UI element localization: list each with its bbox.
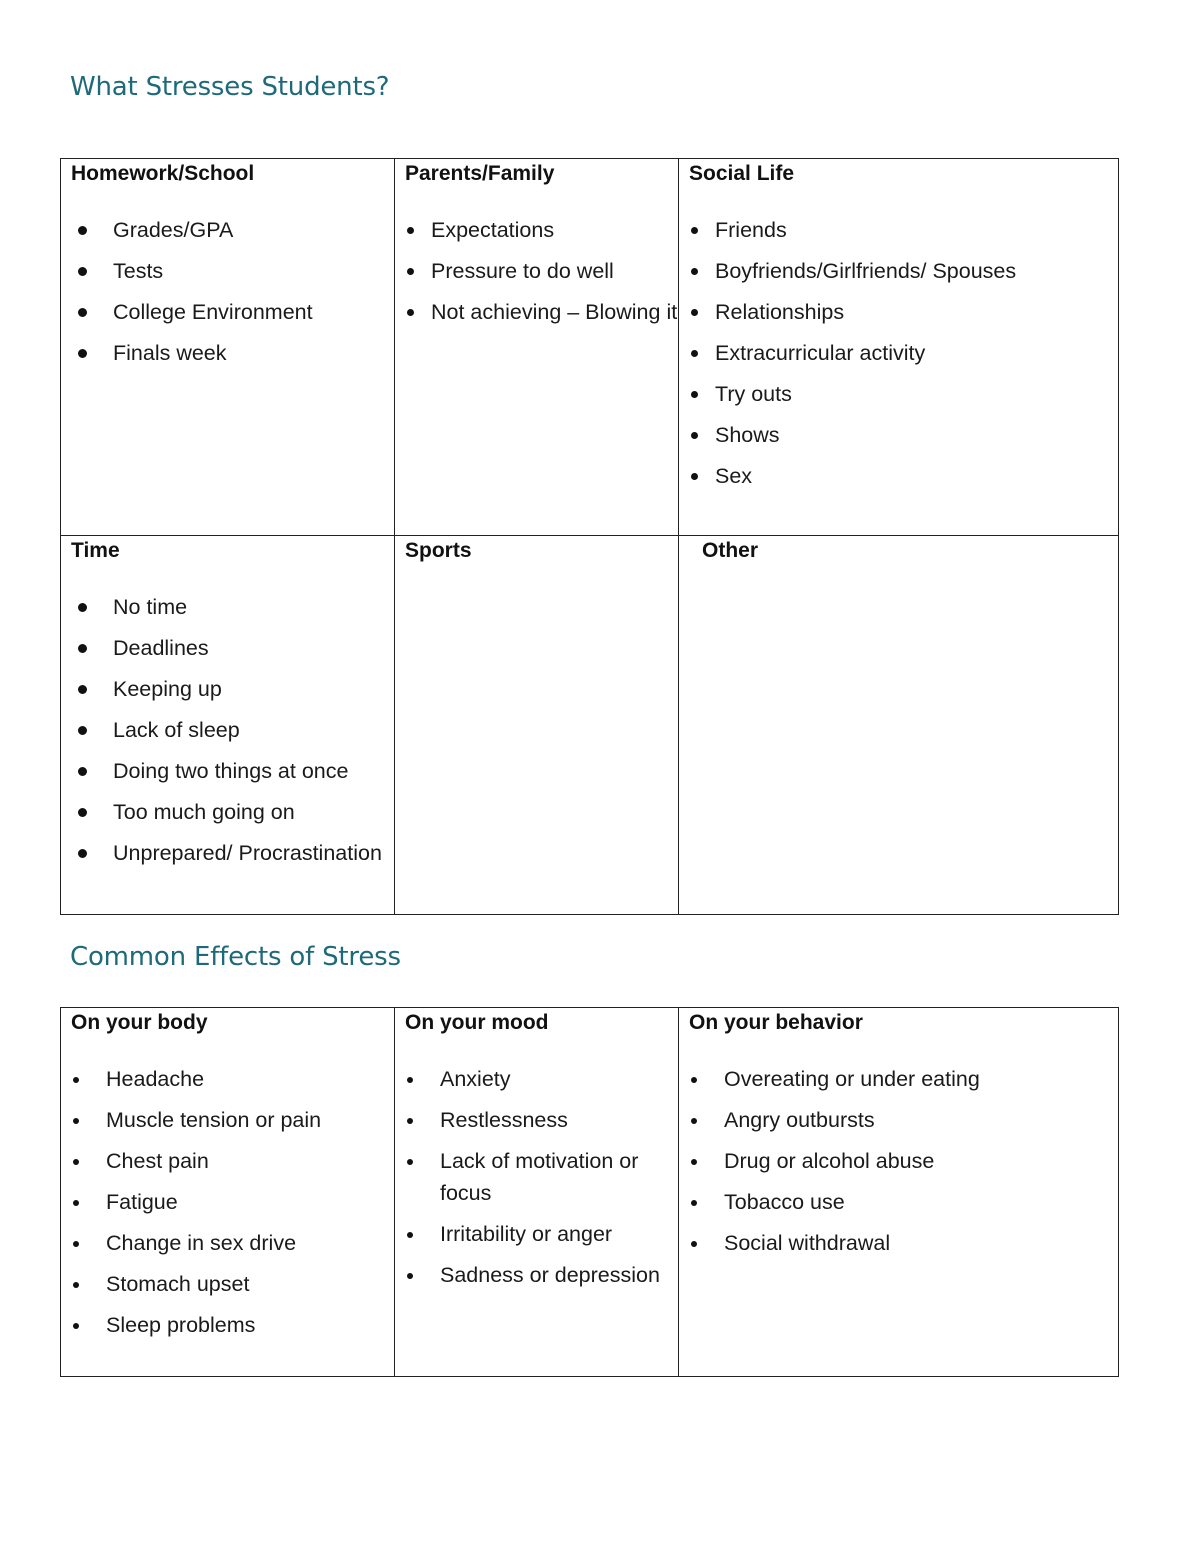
list-item: Lack of motivation or focus — [395, 1145, 678, 1209]
list-item: Sadness or depression — [395, 1259, 678, 1291]
cell-title: Time — [71, 539, 120, 562]
parents-family-cell — [395, 159, 679, 536]
list-item: Expectations — [395, 210, 678, 251]
list-item: Anxiety — [395, 1063, 678, 1095]
body-effects-cell — [61, 1008, 395, 1377]
list-item: Tobacco use — [679, 1186, 1118, 1218]
list-item: Muscle tension or pain — [61, 1104, 394, 1136]
list-item: Doing two things at once — [61, 751, 394, 792]
list-item: Finals week — [61, 333, 394, 374]
list-item: Chest pain — [61, 1145, 394, 1177]
cell-title: On your body — [71, 1011, 208, 1034]
list-item: Drug or alcohol abuse — [679, 1145, 1118, 1177]
stressor-list — [61, 587, 394, 874]
cell-title: On your behavior — [689, 1011, 863, 1034]
cell-title: Homework/School — [71, 162, 255, 185]
effects-heading: Common Effects of Stress — [70, 942, 401, 972]
cell-title: Parents/Family — [405, 162, 555, 185]
list-item: Sex — [679, 456, 1118, 497]
list-item: Headache — [61, 1063, 394, 1095]
time-cell — [61, 536, 395, 915]
list-item: Relationships — [679, 292, 1118, 333]
list-item: Social withdrawal — [679, 1227, 1118, 1259]
list-item: Friends — [679, 210, 1118, 251]
stressors-heading: What Stresses Students? — [70, 72, 390, 102]
social-life-cell — [679, 159, 1119, 536]
effects-list — [395, 1063, 678, 1291]
list-item: No time — [61, 587, 394, 628]
effects-table — [60, 1007, 1119, 1377]
list-item: Overeating or under eating — [679, 1063, 1118, 1095]
stressor-list — [61, 210, 394, 374]
list-item: Not achieving – Blowing it — [395, 292, 678, 333]
list-item: Sleep problems — [61, 1309, 394, 1341]
list-item: Restlessness — [395, 1104, 678, 1136]
mood-effects-cell — [395, 1008, 679, 1377]
list-item: Shows — [679, 415, 1118, 456]
effects-list — [61, 1063, 394, 1341]
cell-title: Other — [702, 539, 759, 562]
list-item: Boyfriends/Girlfriends/ Spouses — [679, 251, 1118, 292]
cell-title: Social Life — [689, 162, 795, 185]
list-item: Lack of sleep — [61, 710, 394, 751]
list-item: Extracurricular activity — [679, 333, 1118, 374]
cell-title: Sports — [405, 539, 472, 562]
list-item: Change in sex drive — [61, 1227, 394, 1259]
sports-cell — [395, 536, 679, 915]
list-item: Fatigue — [61, 1186, 394, 1218]
list-item: Unprepared/ Procrastination — [61, 833, 394, 874]
list-item: Irritability or anger — [395, 1218, 678, 1250]
stressor-list — [679, 210, 1118, 497]
list-item: Tests — [61, 251, 394, 292]
list-item: College Environment — [61, 292, 394, 333]
stressors-table — [60, 158, 1119, 915]
list-item: Too much going on — [61, 792, 394, 833]
other-cell — [679, 536, 1119, 915]
list-item: Stomach upset — [61, 1268, 394, 1300]
effects-list — [679, 1063, 1118, 1259]
cell-title: On your mood — [405, 1011, 549, 1034]
list-item: Deadlines — [61, 628, 394, 669]
list-item: Try outs — [679, 374, 1118, 415]
list-item: Grades/GPA — [61, 210, 394, 251]
list-item: Keeping up — [61, 669, 394, 710]
stressor-list — [395, 210, 678, 333]
homework-school-cell — [61, 159, 395, 536]
list-item: Pressure to do well — [395, 251, 678, 292]
behavior-effects-cell — [679, 1008, 1119, 1377]
list-item: Angry outbursts — [679, 1104, 1118, 1136]
